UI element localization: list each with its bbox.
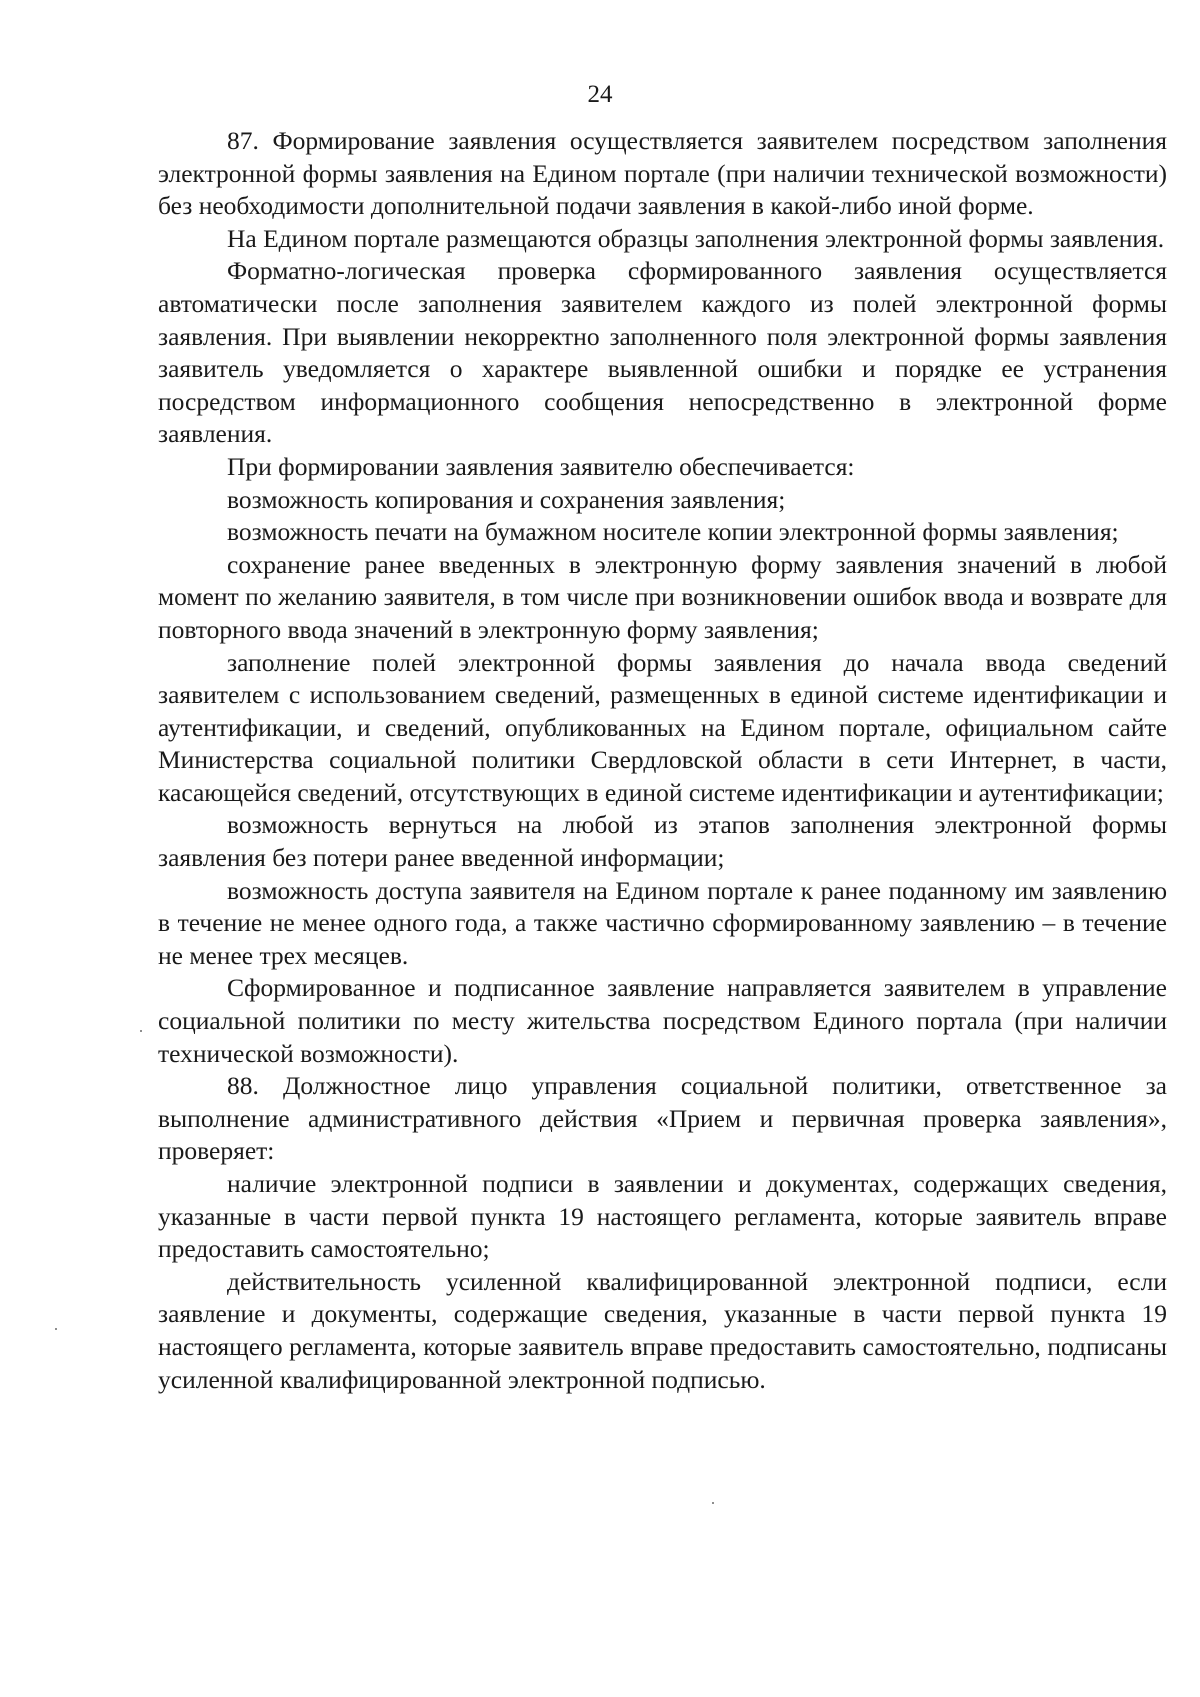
page-number: 24 <box>587 81 613 108</box>
scan-speck <box>140 1030 142 1032</box>
paragraph-87-intro: 87. Формирование заявления осуществляется заявителем посредством заполнения электронной формы заявления на Едином портале (при наличии технической возможности) без необходимости дополнительной подачи заявления в какой-либо иной форме. <box>158 126 1167 221</box>
list-item-print: возможность печати на бумажном носителе копии электронной формы заявления; <box>227 517 1119 547</box>
paragraph-provided-list-intro: При формировании заявления заявителю обеспечивается: <box>227 451 855 481</box>
paragraph-format-check: Форматно-логическая проверка сформированного заявления осуществляется автоматически после заполнения заявителем каждого из полей электронной формы заявления. При выявлении некорректно заполненного поля электронной формы заявления заявитель уведомляется о характере выявленной ошибки и порядке ее устранения посредством информационного сообщения непосредственно в электронной форме заявления. <box>158 256 1167 449</box>
list-item-signature-presence: наличие электронной подписи в заявлении и документах, содержащих сведения, указанные в части первой пункта 19 настоящего регламента, которые заявитель вправе предоставить самостоятельно; <box>158 1169 1167 1264</box>
scan-speck <box>712 1502 714 1504</box>
document-body <box>158 125 1167 1396</box>
paragraph-form-samples: На Едином портале размещаются образцы заполнения электронной формы заявления. <box>227 223 1165 253</box>
list-item-save-values: сохранение ранее введенных в электронную форму заявления значений в любой момент по желанию заявителя, в том числе при возникновении ошибок ввода и возврате для повторного ввода значений в электронную форму заявления; <box>158 549 1167 644</box>
paragraph-88-intro: 88. Должностное лицо управления социальной политики, ответственное за выполнение административного действия «Прием и первичная проверка заявления», проверяет: <box>158 1071 1167 1166</box>
list-item-copy-save: возможность копирования и сохранения заявления; <box>227 484 786 514</box>
paragraph-submission: Сформированное и подписанное заявление направляется заявителем в управление социальной политики по месту жительства посредством Единого портала (при наличии технической возможности). <box>158 973 1167 1068</box>
list-item-access: возможность доступа заявителя на Едином портале к ранее поданному им заявлению в течение не менее одного года, а также частично сформированному заявлению – в течение не менее трех месяцев. <box>158 875 1167 970</box>
list-item-prefill: заполнение полей электронной формы заявления до начала ввода сведений заявителем с использованием сведений, размещенных в единой системе идентификации и аутентификации, и сведений, опубликованных на Едином портале, официальном сайте Министерства социальной политики Свердловской области в сети Интернет, в части, касающейся сведений, отсутствующих в единой системе идентификации и аутентификации; <box>158 647 1167 807</box>
list-item-signature-validity: действительность усиленной квалифицированной электронной подписи, если заявление и документы, содержащие сведения, указанные в части первой пункта 19 настоящего регламента, которые заявитель вправе предоставить самостоятельно, подписаны усиленной квалифицированной электронной подписью. <box>158 1266 1167 1394</box>
list-item-return-stage: возможность вернуться на любой из этапов заполнения электронной формы заявления без потери ранее введенной информации; <box>158 810 1167 873</box>
scan-speck <box>55 1328 57 1330</box>
